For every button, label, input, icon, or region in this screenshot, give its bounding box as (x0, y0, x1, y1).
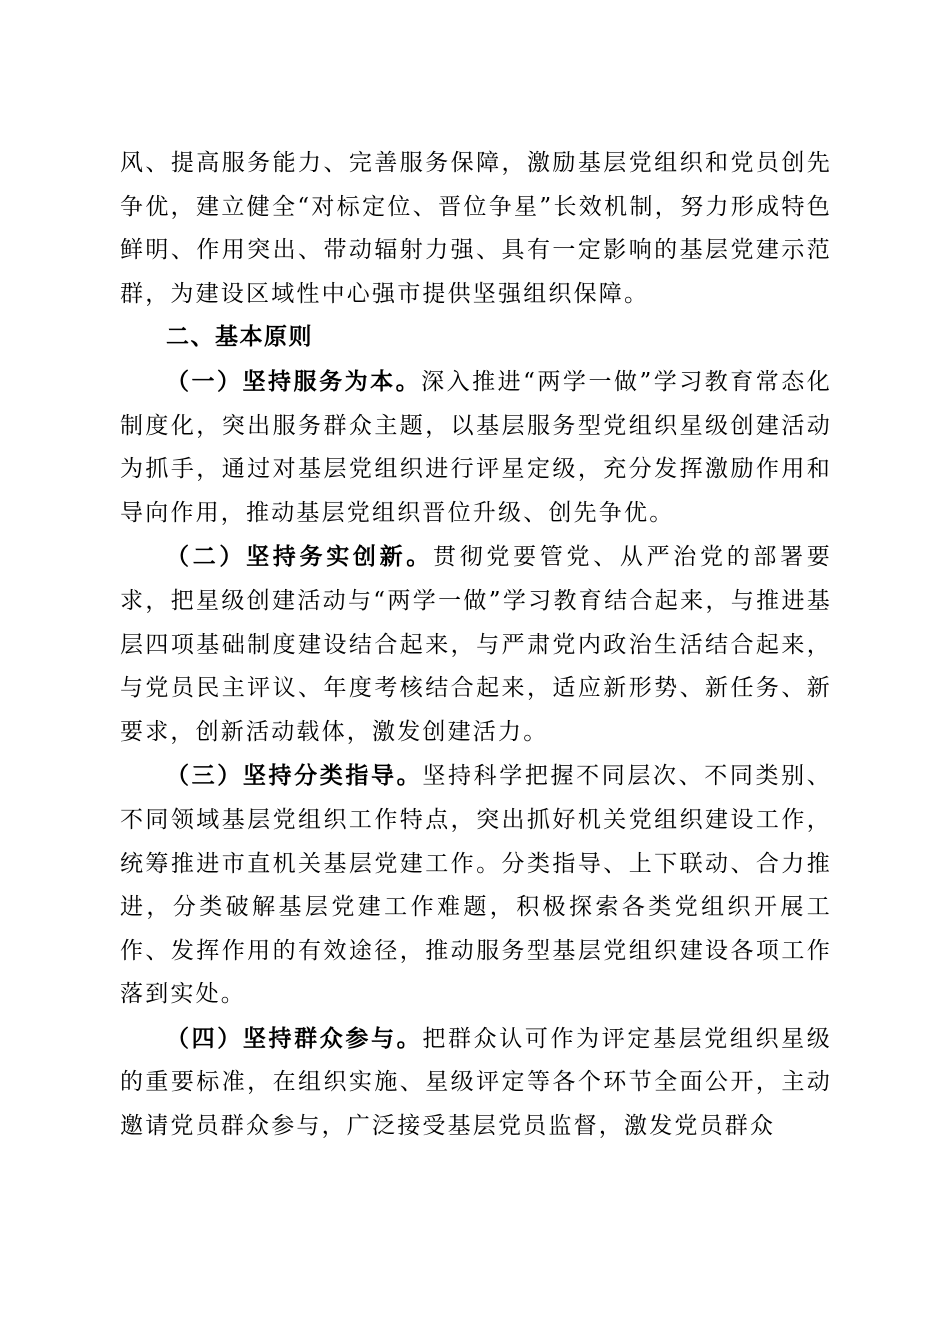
principle-paragraph-1 (120, 360, 832, 535)
paragraph-text: 坚持科学把握不同层次、不同类别、不同领域基层党组织工作特点，突出抓好机关党组织建设工作，统筹推进市直机关基层党建工作。分类指导、上下联动、合力推进，分类破解基层党建工作难题，积极探索各类党组织开展工作、发挥作用的有效途径，推动服务型基层党组织建设各项工作落到实处。 (120, 763, 833, 1008)
document-body (120, 142, 832, 1149)
paragraph-text: 风、提高服务能力、完善服务保障，激励基层党组织和党员创先争优，建立健全“对标定位、晋位争星”长效机制，努力形成特色鲜明、作用突出、带动辐射力强、具有一定影响的基层党建示范群，为建设区域性中心强市提供坚强组织保障。 (120, 150, 832, 307)
principle-lead: （一）坚持服务为本。 (166, 367, 422, 395)
section-heading (120, 316, 832, 360)
principle-lead: （二）坚持务实创新。 (166, 543, 433, 571)
principle-lead: （三）坚持分类指导。 (166, 762, 423, 790)
principle-lead: （四）坚持群众参与。 (166, 1024, 423, 1052)
paragraph-text: 把群众认可作为评定基层党组织星级的重要标准，在组织实施、星级评定等各个环节全面公开，主动邀请党员群众参与，广泛接受基层党员监督，激发党员群众 (120, 1025, 833, 1140)
paragraph-text: 贯彻党要管党、从严治党的部署要求，把星级创建活动与“两学一做”学习教育结合起来，与推进基层四项基础制度建设结合起来，与严肃党内政治生活结合起来，与党员民主评议、年度考核结合起来，适应新形势、新任务、新要求，创新活动载体，激发创建活力。 (120, 544, 832, 745)
principle-paragraph-3 (120, 754, 832, 1017)
paragraph-continuation (120, 142, 832, 316)
section-heading-text: 二、基本原则 (166, 324, 313, 351)
paragraph-text: 深入推进“两学一做”学习教育常态化制度化，突出服务群众主题，以基层服务型党组织星级创建活动为抓手，通过对基层党组织进行评星定级，充分发挥激励作用和导向作用，推动基层党组织晋位升级、创先争优。 (120, 368, 832, 526)
principle-paragraph-2 (120, 535, 832, 754)
principle-paragraph-4 (120, 1017, 832, 1149)
